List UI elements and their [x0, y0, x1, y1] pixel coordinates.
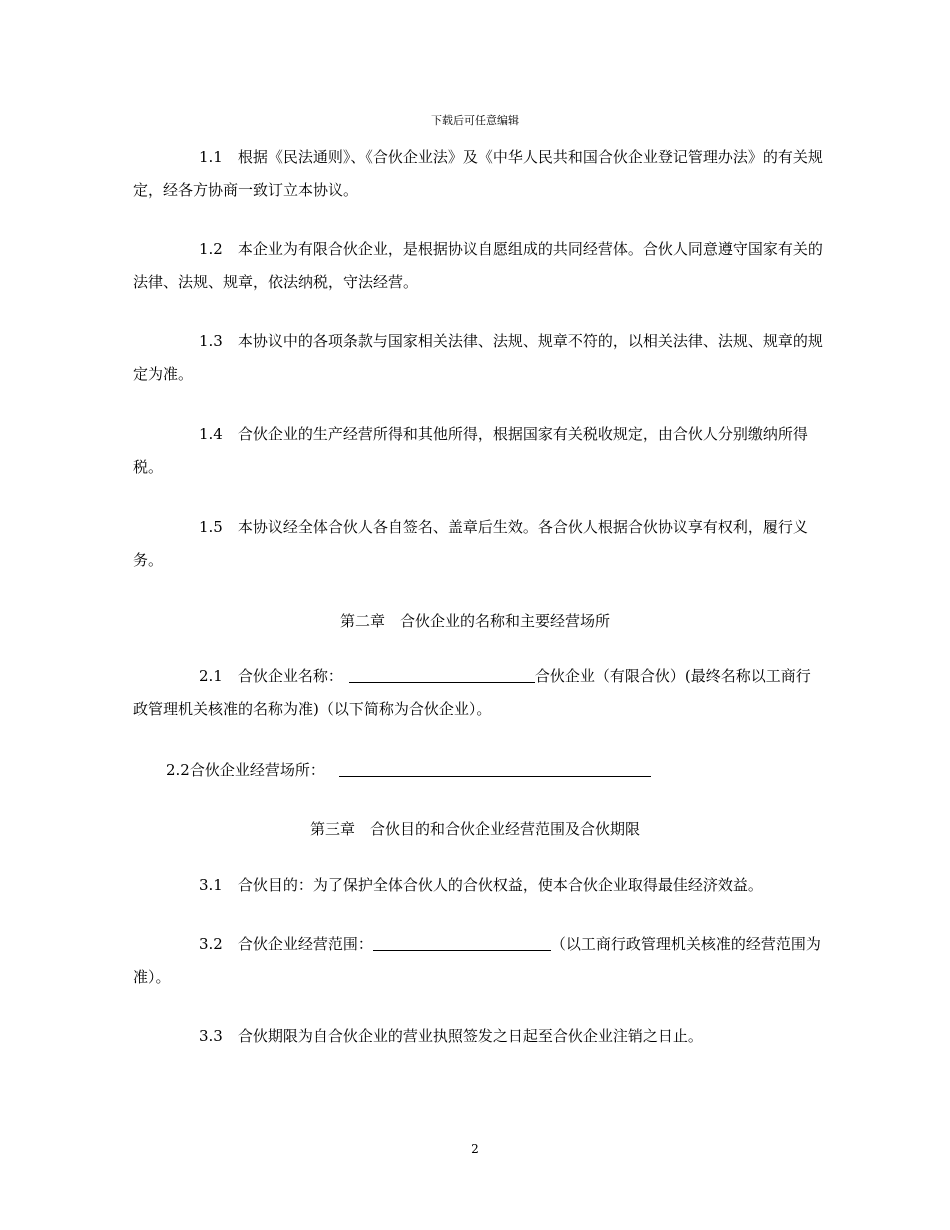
clause-text: 本协议经全体合伙人各自签名、盖章后生效。各合伙人根据合伙协议享有权利，履行义务。	[133, 518, 808, 569]
clause-2-2	[133, 754, 823, 787]
clause-number: 3.2	[199, 935, 223, 953]
clause-1-2	[133, 233, 823, 299]
clause-1-3	[133, 325, 823, 391]
chapter-3-title: 第三章 合伙目的和合伙企业经营范围及合伙期限	[309, 820, 640, 838]
clause-1-5	[133, 511, 823, 577]
clause-number: 1.1	[199, 148, 223, 166]
clause-3-1	[133, 869, 823, 902]
clause-label: 2.2合伙企业经营场所：	[166, 761, 325, 779]
clause-3-2	[133, 928, 823, 994]
clause-text: 本协议中的各项条款与国家相关法律、法规、规章不符的，以相关法律、法规、规章的规定为准。	[133, 332, 823, 383]
clause-text: 合伙企业的生产经营所得和其他所得，根据国家有关税收规定，由合伙人分别缴纳所得税。	[133, 425, 808, 476]
clause-text: 合伙企业（有限合伙）(最终名称以工商行政管理机关核准的名称为准)（以下简称为合伙企业）。	[133, 667, 811, 718]
clause-text: 合伙目的：为了保护全体合伙人的合伙权益，使本合伙企业取得最佳经济效益。	[237, 876, 763, 894]
clause-3-3	[133, 1020, 823, 1053]
location-blank-line	[339, 760, 651, 777]
chapter-2-title: 第二章 合伙企业的名称和主要经营场所	[339, 612, 610, 630]
scope-blank-line	[373, 934, 551, 951]
clause-text: 本企业为有限合伙企业，是根据协议自愿组成的共同经营体。合伙人同意遵守国家有关的法律、法规、规章，依法纳税，守法经营。	[133, 240, 823, 291]
clause-number: 2.1	[199, 667, 223, 685]
page-header: 下载后可任意编辑	[431, 114, 519, 127]
clause-1-4	[133, 418, 823, 484]
clause-number: 1.3	[199, 332, 223, 350]
clause-text: （以工商行政管理机关核准的经营范围为准）。	[133, 935, 821, 986]
clause-1-1	[133, 141, 823, 207]
clause-number: 1.4	[199, 425, 223, 443]
clause-text: 合伙期限为自合伙企业的营业执照签发之日起至合伙企业注销之日止。	[237, 1027, 703, 1045]
page-number: 2	[471, 1142, 479, 1156]
clause-number: 3.1	[199, 876, 223, 894]
clause-number: 1.2	[199, 240, 223, 258]
clause-text: 根据《民法通则》、《合伙企业法》及《中华人民共和国合伙企业登记管理办法》的有关规定，经各方协商一致订立本协议。	[133, 148, 823, 199]
name-blank-line	[349, 666, 535, 683]
clause-2-1	[133, 660, 823, 726]
clause-label: 合伙企业名称：	[237, 667, 343, 685]
clause-label: 合伙企业经营范围：	[237, 935, 373, 953]
clause-number: 1.5	[199, 518, 223, 536]
clause-number: 3.3	[199, 1027, 223, 1045]
